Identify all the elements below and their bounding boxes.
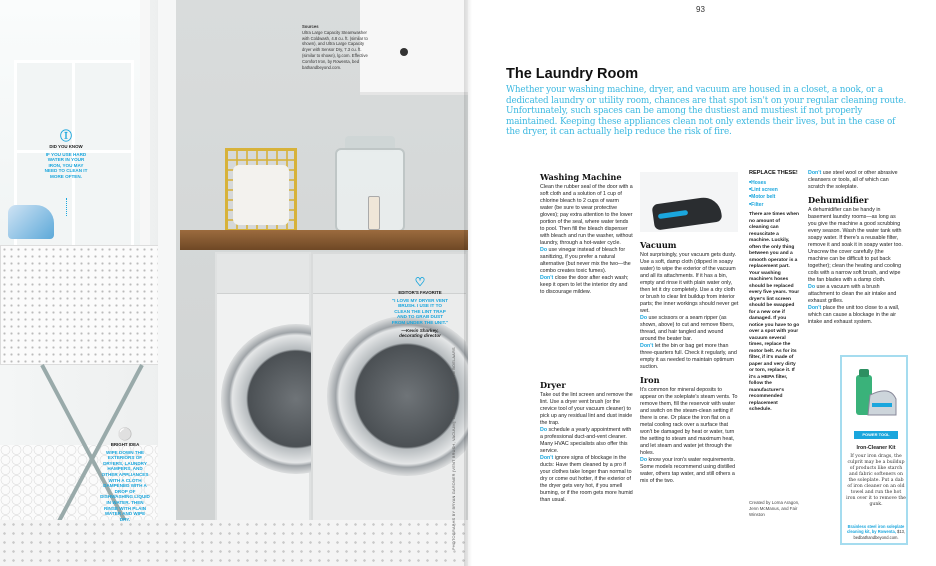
lightbulb-question-icon: Ⓘ: [59, 129, 72, 143]
callout-label: DID YOU KNOW: [49, 144, 83, 149]
iron-cleaner-kit-box: [840, 355, 908, 545]
section-body: A dehumidifier can be handy in basement laundry rooms—as long as you give the machine a good scrubbing every season. Wash the water tank with soapy water. If there's a reusable filter, remove it and soak it in soapy water too. Unscrew the cover carefully (the machine can be difficult to put back together); clean the heating and cooling coils with a narrow soft brush, and wipe the fan blades with a damp cloth.: [808, 207, 903, 283]
section-heading: Dehumidifier: [808, 195, 869, 205]
iron-continued-section: [808, 170, 904, 326]
do-text: use vinegar instead of bleach for sanitizing, if you prefer a natural alternative (but never mix the two—the combo creates toxic fumes).: [540, 247, 631, 274]
kit-body: If your iron drags, the culprit may be a buildup of products like starch and fabric softeners on the soleplate. Put a dab of iron cleaner on an old towel and run the hot iron over it to remove the gunk.: [846, 454, 906, 507]
replace-item: ■ Motor belt: [749, 193, 801, 200]
dont-tip: [540, 455, 633, 504]
replace-these-sidebar: [749, 170, 801, 414]
dont-tip: [540, 275, 633, 296]
washing-machine: [215, 252, 311, 566]
replace-item: ■ Lint screen: [749, 186, 801, 193]
callout-text: IF YOU USE HARD WATER IN YOUR IRON, YOU MAY NEED TO CLEAN IT MORE OFTEN.: [44, 151, 88, 179]
sources-box: [302, 24, 374, 70]
sidebar-body: There are times when no amount of cleaning can resuscitate a machine. Luckily, often the only thing between you and a smooth operator is a replacement part. Your washing machine's hoses should be replaced every five years. Your dryer's lint screen should be swapped for a new one if damaged. If you notice you have to go over a spot with your vacuum several times, replace the motor belt. As for its filter, if it's made of paper and very dirty or torn, replace it. If it's a HEPA filter, follow the manufacturer's recommended replacement schedule.: [749, 212, 800, 413]
kit-heading: Iron-Cleaner Kit: [856, 445, 896, 451]
wood-countertop: [180, 230, 468, 250]
do-tip: [808, 284, 904, 305]
seam-ripper-photo-space: [540, 296, 633, 380]
do-label: Do: [808, 284, 816, 290]
glass-bottle: [368, 196, 380, 230]
do-text: know your iron's water requirements. Some models recommend using distilled water, others tap water, and still others a mix of the two.: [640, 457, 736, 484]
do-tip: [640, 315, 739, 343]
do-label: Do: [540, 247, 548, 253]
dont-text: use steel wool or other abrasive cleansers or tools, all of which can scratch the soleplate.: [808, 170, 898, 190]
sidebar-title: REPLACE THESE!: [749, 170, 798, 176]
dont-tip: [808, 305, 904, 326]
dont-text: let the bin or bag get more than three-quarters full. Check it regularly, and empty it as needed to maintain optimum suction.: [640, 343, 737, 370]
do-label: Do: [540, 427, 548, 433]
section-heading: Dryer: [540, 380, 566, 390]
section-body: Not surprisingly, your vacuum gets dusty. Use a soft, damp cloth (dipped in soapy water) to wipe the exterior of the vacuum and all its attachments. If it has a bin, empty and rinse it with plain water only, then let it dry completely. Use a dry cloth or brush to clear lint buildup from interior parts; the inner workings should never get wet.: [640, 252, 739, 314]
do-tip: [540, 427, 633, 455]
dont-tip: [640, 343, 739, 371]
control-panel: [217, 254, 309, 294]
dont-text: ignore signs of blockage in the ducts: Have them cleaned by a pro if your clothes take longer than normal to dry or come out hotter, if the exterior of the dryer gets very hot, if you smell burning, or if the room gets more humid than usual.: [540, 455, 633, 503]
callout-text: "I LOVE MY DRYER VENT BRUSH. I USE IT TO CLEAN THE LINT TRAP AND TO GRAB DUST FROM UNDER THE UNIT.": [391, 297, 449, 325]
dryer-door: [327, 316, 468, 476]
do-tip: [640, 457, 739, 485]
floor: [0, 520, 468, 566]
dont-text: close the door after each wash; keep it open to let the interior dry and to discourage mildew.: [540, 275, 629, 295]
dont-tip: [808, 170, 904, 191]
bright-idea-callout: [100, 428, 150, 522]
iron-cleaner-kit-icon: [850, 365, 900, 427]
do-text: use scissors or a seam ripper (as shown, above) to cut and remove fibers, thread, and hair tangled and wound around the beater bar.: [640, 315, 735, 342]
kit-product: Brainless steel iron soleplate cleaning kit, by Rowenta,: [846, 524, 905, 535]
do-label: Do: [640, 457, 648, 463]
replace-list: [749, 179, 801, 209]
kit-source: $13, bedbathandbeyond.com.: [853, 529, 906, 540]
do-text: use a vacuum with a brush attachment to clean the air intake and exhaust grilles.: [808, 284, 897, 304]
replace-item: ■ Filter: [749, 201, 801, 208]
dont-label: Don't: [540, 455, 554, 461]
vacuum-section: [640, 240, 739, 485]
photo-credit-text: PHOTOGRAPHS BY BRYAN GARDNER (VENT BRUSH, VACUUM); ILLUSTRATIONS BY TIM BOELAARS: [451, 347, 456, 550]
sources-text: Ultra Large Capacity Steamwasher with Coldwash, 4.8 cu. ft. (similar to shown), and Ultra Large Capacity dryer with Sensor Dry, 7.3 cu. ft. (similar to shown), lg.com. Effective Comfort Iron, by Rowenta, bed bathandbeyond.com.: [302, 29, 368, 70]
door-frame: [158, 0, 176, 566]
photo-credit: [451, 290, 457, 550]
replace-item: ■ Hoses: [749, 179, 801, 186]
callout-attribution: —Kevin Sharkey, decorating director: [399, 327, 441, 339]
article-intro: Whether your washing machine, dryer, and vacuum are housed in a closet, a nook, or a dedicated laundry or utility room, chances are that spot isn't on your regular cleaning route. Unfortunately, such spaces can be among the dustiest and mustiest if not properly maintained. Keeping these appliances clean not only extends their lives, but in the case of the dryer, it can actually help reduce the risk of fire.: [506, 85, 907, 138]
created-by-credit: Created by Lorna Aragon, Jenn McManus, and Fair Winston: [749, 500, 800, 517]
kit-product-info: [846, 524, 906, 540]
do-text: schedule a yearly appointment with a professional duct-and-vent cleaner. Many HVAC specialists also offer this service.: [540, 427, 632, 454]
section-body: Take out the lint screen and remove the lint. Use a dryer vent brush (or the crevice tool of your vacuum cleaner) to pick up any residual lint and dust inside the trap.: [540, 392, 633, 426]
section-heading: Iron: [640, 375, 660, 385]
folded-towels: [233, 165, 289, 225]
callout-label: EDITOR'S FAVORITE: [398, 290, 442, 295]
wall-cabinet: [360, 0, 468, 95]
dont-label: Don't: [808, 305, 822, 311]
section-heading: Washing Machine: [540, 172, 622, 182]
page-gutter: [464, 0, 472, 566]
heart-icon: ♡: [414, 275, 426, 289]
article-title: The Laundry Room: [506, 66, 639, 82]
section-body: It's common for mineral deposits to appear on the soleplate's steam vents. To remove them, fill the reservoir with water and switch on the steam-clean setting if there is one. Or place the iron flat on a metal cooling rack over a surface that won't be damaged by heat or water, turn the setting to steam and maximum heat, and let steam and water jet through the holes.: [640, 387, 738, 456]
do-tip: [540, 247, 633, 275]
steam-iron: [8, 205, 54, 239]
editors-favorite-callout: [391, 276, 449, 339]
sources-label: Sources: [302, 24, 319, 29]
cabinet-knob: [400, 48, 408, 56]
washing-machine-section: [540, 172, 633, 504]
dont-label: Don't: [540, 275, 554, 281]
callout-label: BRIGHT IDEA: [110, 442, 140, 447]
dont-text: place the unit too close to a wall, which can cause a blockage in the air intake and exhaust system.: [808, 305, 900, 325]
article-page: [468, 0, 936, 566]
power-tool-badge: POWER TOOL: [854, 431, 898, 439]
lightbulb-icon: ⚪: [117, 427, 133, 441]
callout-leader-line: [66, 198, 67, 216]
section-body: Clean the rubber seal of the door with a soft cloth and a solution of 1 cup of chlorine bleach to 2 cups of warm water (be sure to wear protective gloves); pay extra attention to the lower portion of the seal, where water tends to pool. Then fill the bleach dispenser with bleach and run the washer, without laundry, through a hot-water cycle.: [540, 184, 633, 246]
did-you-know-callout: [44, 130, 88, 180]
callout-text: WIPE DOWN THE EXTERIORS OF DRYERS, LAUNDRY HAMPERS, AND OTHER APPLIANCES WITH A CLOTH DAMPENED WITH A DROP OF DISHWASHING LIQUID IN WATER. THEN RINSE WITH PLAIN WATER AND WIPE DRY.: [100, 449, 150, 522]
dont-label: Don't: [808, 170, 822, 176]
dont-label: Don't: [640, 343, 654, 349]
section-heading: Vacuum: [640, 240, 677, 250]
page-number: 93: [696, 5, 705, 14]
do-label: Do: [640, 315, 648, 321]
